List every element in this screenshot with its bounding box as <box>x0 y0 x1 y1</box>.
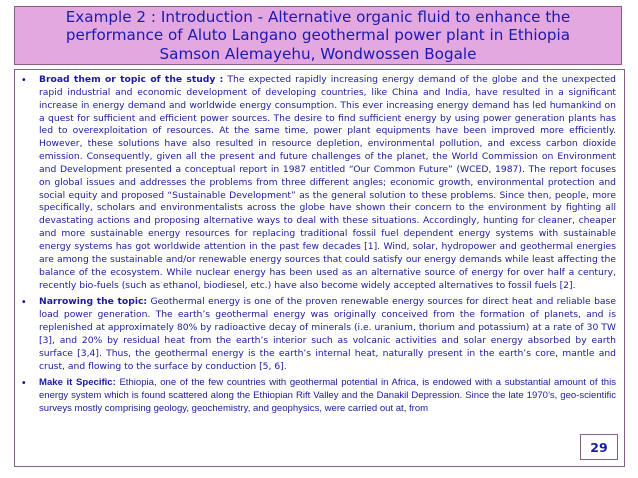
slide-title-box <box>14 6 622 65</box>
bullet-lead: Make it Specific: <box>39 377 116 389</box>
bullet-body: Ethiopia, one of the few countries with geothermal potential in Africa, is endowed with a substantial amount of this energy system which is found scattered along the Ethiopian Rift Valley and the Danakil Depression. Since the late 1970’s, geo-scientific surveys mostly comprising geology, geochemistry, and geophysics, were carried out at, from <box>39 377 616 415</box>
title-line-3: Samson Alemayehu, Wondwossen Bogale <box>159 44 477 63</box>
bullet-lead: Broad them or topic of the study : <box>39 74 224 85</box>
bullet-marker: • <box>21 378 27 390</box>
bullet-lead: Narrowing the topic: <box>39 296 148 308</box>
bullet-marker: • <box>21 75 27 86</box>
bullet-body: Geothermal energy is one of the proven renewable energy sources for direct heat and reliable base load power generation. The earth’s geothermal energy was originally conceived from the formation of planets, and is replenished at approximately 80% by radioactive decay of minerals (i.e. uranium, thorium and potassium) at a rate of 30 TW [3], and 20% by residual heat from the earth’s interior such as volcanic activities and solar energy absorbed by earth surface [3,4]. Thus, the geothermal energy is the earth’s internal heat, naturally present in the earth’s core, mantle and crust, and flowing to the surface by conduction [5, 6]. <box>39 296 616 372</box>
bullet-text <box>39 296 616 373</box>
bullet-body: The expected rapidly increasing energy demand of the globe and the unexpected rapid industrial and economic development of developing countries, like China and India, have resulted in a significant increase in energy demand and worldwide energy consumption. This ever increasing energy demand has led humankind on a quest for sufficient and efficient power sources. The desire to find sufficient energy by using power generation plants has led to overexploitation of resources. At the same time, power plant equipments have been improved more efficiently. However, these solutions have also resulted in resource depletion, environmental pollution, and excess carbon dioxide emission. Consequently, given all the present and future challenges of the planet, the World Commission on Environment and Development presented a conceptual report in 1987 entitled “Our Common Future” (WCED, 1987). The report focuses on global issues and addresses the problems from three different angles; economic growth, environmental protection and social equity and proposed “Sustainable Development” as the general solution to these problems. Since then, people, more specifically, scholars and environmentalists across the globe have shown their concern to the environment by fighting all devastating actions and proposing alternative ways to deal with these situations. Accordingly, hunting for cleaner, cheaper and more sustainable energy resources for replacing traditional fossil fuel dependent energy systems with sustainable energy systems has got worldwide attention in the past few decades [1]. Wind, solar, hydropower and geothermal energies are among the sustainable and/or renewable energy sources that could satisfy our energy demands while least affecting the balance of the ecosystem. While nuclear energy has been used as an alternative source of energy for over half a century, recently bio-fuels (such as ethanol, biodiesel, etc.) have also become widely accepted alternatives to fossil fuels [2]. <box>39 74 616 291</box>
bullet-make-specific <box>21 377 616 416</box>
bullet-narrowing-topic <box>21 296 616 373</box>
title-line-2: performance of Aluto Langano geothermal power plant in Ethiopia <box>65 26 571 45</box>
title-line-1: Example 2 : Introduction - Alternative organic fluid to enhance the <box>65 7 571 26</box>
content-box <box>14 69 625 467</box>
bullet-marker: • <box>21 297 27 309</box>
bullet-broad-topic <box>21 74 616 292</box>
bullet-text <box>39 377 616 416</box>
page-number: 29 <box>580 434 618 460</box>
bullet-text <box>39 74 616 292</box>
